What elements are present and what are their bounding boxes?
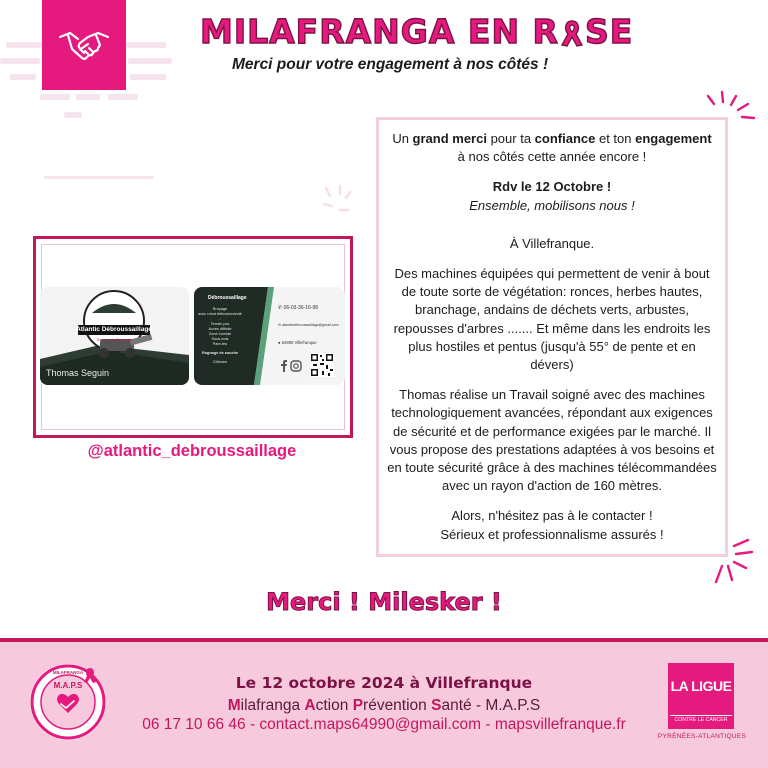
rdv-text: Rdv le 12 Octobre ! xyxy=(492,179,612,195)
org-word: ilafranga xyxy=(240,697,305,714)
org-initial: M xyxy=(227,697,241,714)
ligue-region: PYRÉNÉES-ATLANTIQUES xyxy=(657,733,747,740)
msg-text: et ton xyxy=(595,131,636,146)
service-item: Broyage xyxy=(212,307,228,311)
card-service-list xyxy=(198,307,242,365)
card-city xyxy=(278,340,317,345)
card-city-text: 64990 Villefranque xyxy=(281,340,317,345)
org-word: révention xyxy=(363,697,432,714)
org-initial: A xyxy=(304,697,316,714)
org-word: ction xyxy=(315,697,353,714)
thank-you-paragraph xyxy=(387,130,717,166)
business-card-front xyxy=(40,287,189,385)
ligue-logo-subtitle: CONTRE LE CANCER xyxy=(670,715,732,723)
message-content xyxy=(387,130,717,544)
mobilisons-line xyxy=(387,197,717,215)
service-item: Clôtures xyxy=(212,360,228,364)
machines-paragraph: Des machines équipées qui permettent de venir à bout de toute sorte de végétation: ronces, herbes hautes, branchage, andains de déchets verts, arbustes, repousses d'arbres ....... Et même dans les endroits les plus hostiles et pentus (jusqu'à 55° de pente et en dévers) xyxy=(393,266,711,373)
faint-sparkle-decoration xyxy=(318,184,358,224)
pink-ribbon-icon xyxy=(559,17,585,47)
msg-bold: confiance xyxy=(534,131,596,146)
professionalism-line: Sérieux et professionnalisme assurés ! xyxy=(440,526,664,542)
card-back-title: Débroussaillage xyxy=(208,295,247,301)
card-company-name: Atlantic Débroussaillage xyxy=(76,326,152,333)
thanks-heading: Merci ! Milesker ! xyxy=(266,588,502,616)
mobilisons-text: Ensemble, mobilisons nous ! xyxy=(469,197,635,213)
page-subtitle: Merci pour votre engagement à nos côtés ! xyxy=(232,56,549,73)
business-card-back xyxy=(194,287,345,385)
service-item: Terrain pcs xyxy=(210,322,230,326)
service-item: Accès difficile xyxy=(208,327,232,331)
page-title xyxy=(200,12,633,51)
service-item: Sous-bois xyxy=(211,337,229,341)
msg-bold: grand merci xyxy=(412,131,487,146)
footer-event-date: Le 12 octobre 2024 à Villefranque xyxy=(235,674,533,692)
maps-logo-text: M.A.P.S xyxy=(53,681,83,690)
contact-invite-line: Alors, n'hésitez pas à le contacter ! xyxy=(451,508,653,524)
mail-icon: ✉ xyxy=(278,323,282,327)
service-item: Pare-feu xyxy=(212,342,228,346)
handshake-tile xyxy=(42,0,126,90)
ligue-logo-title: LA LIGUE xyxy=(670,678,732,694)
card-phone-number: 06-03-36-16-98 xyxy=(283,305,319,311)
work-paragraph: Thomas réalise un Travail soigné avec des machines technologiquement avancées, répondant aux exigences de sécurité et de performance exigées par le marché. Il vous propose des prestations adaptées à vos besoins et en toute sécurité grâce à des machines télécommandées avec un rayon d'action de 160 mètres. xyxy=(387,387,717,494)
service-item: Rognage de souche xyxy=(201,351,239,355)
card-tagline: Service de Broyage xyxy=(96,337,132,342)
msg-text: à nos côtés cette année encore ! xyxy=(457,149,647,165)
message-box xyxy=(376,117,728,557)
msg-text: Un xyxy=(392,131,413,146)
ligue-contre-le-cancer-logo xyxy=(668,663,734,729)
card-email-address: atlanticdebroussaillage@gmail.com xyxy=(282,323,339,327)
card-phone xyxy=(278,305,318,311)
service-item: Zone humide xyxy=(208,332,232,336)
org-initial: S xyxy=(431,697,442,714)
instagram-handle[interactable]: @atlantic_debroussaillage xyxy=(87,442,297,460)
facebook-instagram-icons xyxy=(278,359,302,373)
title-text-end: SE xyxy=(584,12,634,51)
org-initial: P xyxy=(352,697,364,714)
msg-text: pour ta xyxy=(486,131,535,146)
card-owner-name: Thomas Seguin xyxy=(46,368,110,378)
msg-bold: engagement xyxy=(635,131,712,146)
card-email xyxy=(278,323,339,327)
phone-icon: ✆ xyxy=(278,305,283,311)
footer-contact-line[interactable]: 06 17 10 66 46 - contact.maps64990@gmail.com - mapsvillefranque.fr xyxy=(142,716,626,733)
location-pin-icon: ● xyxy=(278,340,281,345)
maps-logo-ring-text: MILAFRANGA xyxy=(52,670,84,675)
org-word: anté - M.A.P.S xyxy=(441,697,541,714)
handshake-icon xyxy=(58,25,110,65)
service-item: avec robot télécommandé : xyxy=(198,312,242,321)
qr-code xyxy=(310,353,334,377)
footer-organization xyxy=(0,697,768,715)
rdv-line xyxy=(387,178,717,196)
title-text-start: MILAFRANGA EN R xyxy=(200,12,559,51)
place-line: À Villefranque. xyxy=(509,235,595,251)
